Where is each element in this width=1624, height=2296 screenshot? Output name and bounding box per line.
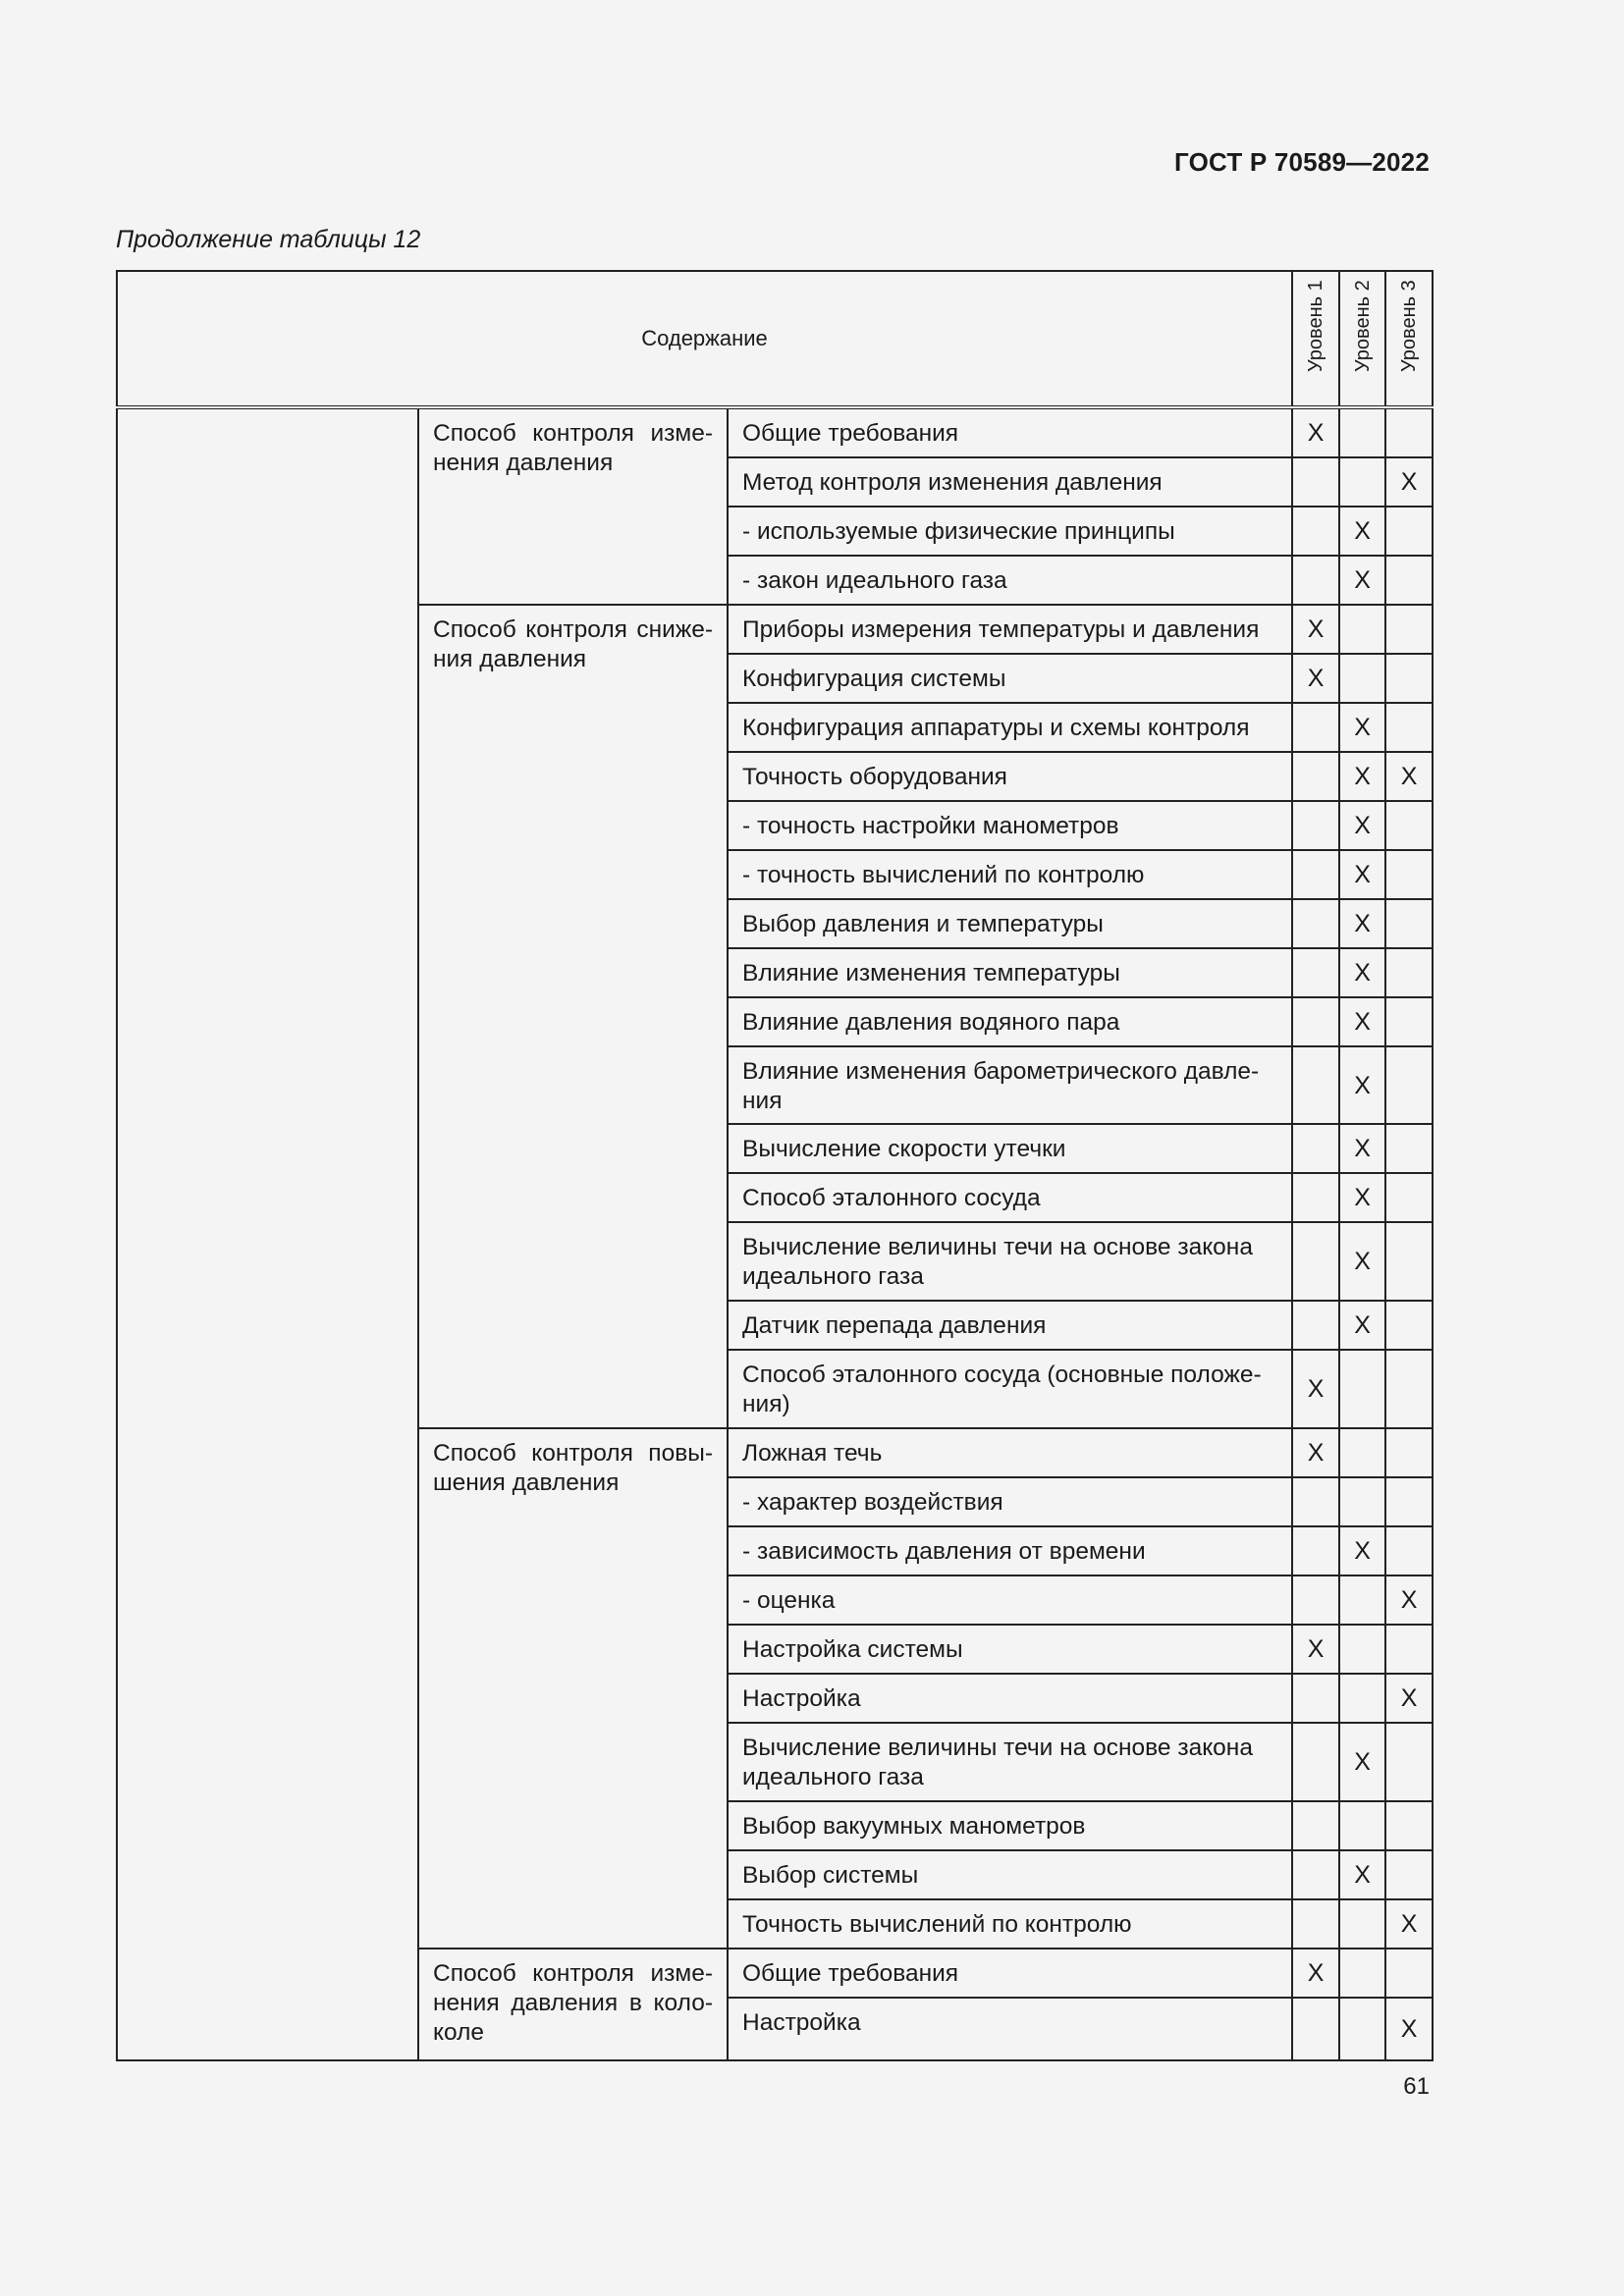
row-item-text: Приборы измерения температуры и давления [728, 605, 1292, 654]
level-3-mark [1385, 1723, 1433, 1801]
row-item-text: Метод контроля изменения давления [728, 457, 1292, 507]
row-item-text: Настройка [728, 1998, 1292, 2060]
row-item-text: - используемые физические принципы [728, 507, 1292, 556]
level-1-mark [1292, 850, 1339, 899]
table-header-row [117, 271, 1433, 407]
level-3-mark [1385, 1477, 1433, 1526]
level-3-mark [1385, 1801, 1433, 1850]
level-3-mark [1385, 1949, 1433, 1998]
row-item-text: - характер воздействия [728, 1477, 1292, 1526]
page-number: 61 [1403, 2073, 1430, 2100]
level-1-mark [1292, 899, 1339, 948]
level-1-mark [1292, 1301, 1339, 1350]
level-2-mark: X [1339, 948, 1385, 997]
level-2-mark: X [1339, 1850, 1385, 1899]
row-item-text: Общие требования [728, 1949, 1292, 1998]
level-3-mark [1385, 1124, 1433, 1173]
level-3-mark: X [1385, 1998, 1433, 2060]
level-2-mark [1339, 1575, 1385, 1625]
level-1-mark [1292, 1575, 1339, 1625]
level-3-mark [1385, 1850, 1433, 1899]
level-1-mark: X [1292, 1428, 1339, 1477]
level-2-mark: X [1339, 556, 1385, 605]
level-3-mark [1385, 899, 1433, 948]
row-item-text: Выбор вакуумных манометров [728, 1801, 1292, 1850]
row-item-text: Вычисление скорости утечки [728, 1124, 1292, 1173]
row-item-text: - зависимость давления от времени [728, 1526, 1292, 1575]
row-item-text: Общие требования [728, 407, 1292, 457]
level-1-mark [1292, 1124, 1339, 1173]
level-1-mark [1292, 1477, 1339, 1526]
level-2-mark [1339, 457, 1385, 507]
level-2-mark: X [1339, 1173, 1385, 1222]
level-2-mark [1339, 1625, 1385, 1674]
level-2-mark: X [1339, 1222, 1385, 1301]
level-1-mark: X [1292, 605, 1339, 654]
level-3-mark [1385, 507, 1433, 556]
level-2-mark [1339, 605, 1385, 654]
level-3-mark [1385, 654, 1433, 703]
level-2-mark: X [1339, 1046, 1385, 1124]
level-3-mark [1385, 997, 1433, 1046]
level-2-mark: X [1339, 801, 1385, 850]
level-2-mark: X [1339, 899, 1385, 948]
row-item-text: Точность вычислений по контролю [728, 1899, 1292, 1949]
level-1-mark: X [1292, 407, 1339, 457]
level-1-mark: X [1292, 1625, 1339, 1674]
level-1-mark [1292, 948, 1339, 997]
level-2-mark: X [1339, 850, 1385, 899]
row-item-text: Конфигурация системы [728, 654, 1292, 703]
level-3-mark [1385, 1350, 1433, 1428]
level-3-mark: X [1385, 752, 1433, 801]
row-item-text: Влияние изменения температуры [728, 948, 1292, 997]
level-3-mark [1385, 850, 1433, 899]
table-caption: Продолжение таблицы 12 [116, 226, 421, 253]
level-1-mark [1292, 801, 1339, 850]
level-1-mark [1292, 1526, 1339, 1575]
section-title: Способ контроля сниже-ния давления [418, 605, 728, 1428]
level-1-mark [1292, 1899, 1339, 1949]
row-item-text: - оценка [728, 1575, 1292, 1625]
level-1-mark [1292, 997, 1339, 1046]
header-level-2: Уровень 2 [1339, 271, 1385, 407]
level-2-mark: X [1339, 1124, 1385, 1173]
level-3-mark [1385, 1222, 1433, 1301]
level-3-mark [1385, 1625, 1433, 1674]
row-item-text: Способ эталонного сосуда [728, 1173, 1292, 1222]
level-3-mark: X [1385, 1899, 1433, 1949]
header-level-3: Уровень 3 [1385, 271, 1433, 407]
row-item-text: Вычисление величины течи на основе закона идеального газа [728, 1222, 1292, 1301]
level-1-mark [1292, 703, 1339, 752]
level-3-mark [1385, 556, 1433, 605]
header-content: Содержание [117, 271, 1292, 407]
row-item-text: Выбор давления и температуры [728, 899, 1292, 948]
row-item-text: Вычисление величины течи на основе закона идеального газа [728, 1723, 1292, 1801]
level-1-mark [1292, 1674, 1339, 1723]
row-item-text: Влияние давления водяного пара [728, 997, 1292, 1046]
level-2-mark: X [1339, 752, 1385, 801]
level-2-mark [1339, 1998, 1385, 2060]
level-3-mark [1385, 948, 1433, 997]
level-1-mark [1292, 457, 1339, 507]
level-2-mark [1339, 1477, 1385, 1526]
row-item-text: Конфигурация аппаратуры и схемы контроля [728, 703, 1292, 752]
level-1-mark: X [1292, 1350, 1339, 1428]
level-2-mark: X [1339, 507, 1385, 556]
level-1-mark: X [1292, 1949, 1339, 1998]
level-3-mark [1385, 1301, 1433, 1350]
level-2-mark [1339, 1428, 1385, 1477]
row-item-text: Датчик перепада давления [728, 1301, 1292, 1350]
level-1-mark [1292, 1850, 1339, 1899]
level-3-mark [1385, 703, 1433, 752]
row-item-text: Ложная течь [728, 1428, 1292, 1477]
level-2-mark [1339, 654, 1385, 703]
level-1-mark [1292, 752, 1339, 801]
header-level-1: Уровень 1 [1292, 271, 1339, 407]
level-2-mark: X [1339, 1723, 1385, 1801]
level-2-mark: X [1339, 703, 1385, 752]
level-1-mark [1292, 1046, 1339, 1124]
level-1-mark [1292, 1222, 1339, 1301]
row-item-text: - точность настройки манометров [728, 801, 1292, 850]
level-3-mark: X [1385, 1674, 1433, 1723]
level-1-mark [1292, 1998, 1339, 2060]
row-item-text: Выбор системы [728, 1850, 1292, 1899]
level-3-mark: X [1385, 1575, 1433, 1625]
level-3-mark [1385, 1173, 1433, 1222]
level-2-mark: X [1339, 997, 1385, 1046]
row-item-text: Влияние изменения барометрического давле-ния [728, 1046, 1292, 1124]
level-2-mark [1339, 1801, 1385, 1850]
row-item-text: - точность вычислений по контролю [728, 850, 1292, 899]
level-3-mark [1385, 1046, 1433, 1124]
level-3-mark [1385, 605, 1433, 654]
level-1-mark [1292, 507, 1339, 556]
section-title: Способ контроля изме-нения давления в коло-коле [418, 1949, 728, 2060]
level-2-mark [1339, 407, 1385, 457]
level-1-mark [1292, 1173, 1339, 1222]
level-3-mark: X [1385, 457, 1433, 507]
level-2-mark: X [1339, 1301, 1385, 1350]
row-item-text: Способ эталонного сосуда (основные положе-ния) [728, 1350, 1292, 1428]
row-item-text: - закон идеального газа [728, 556, 1292, 605]
level-1-mark: X [1292, 654, 1339, 703]
row-item-text: Настройка системы [728, 1625, 1292, 1674]
level-1-mark [1292, 1723, 1339, 1801]
level-3-mark [1385, 1526, 1433, 1575]
empty-topic-cell [117, 407, 418, 2060]
level-2-mark: X [1339, 1526, 1385, 1575]
level-3-mark [1385, 1428, 1433, 1477]
table-row [117, 407, 1433, 457]
row-item-text: Точность оборудования [728, 752, 1292, 801]
level-2-mark [1339, 1899, 1385, 1949]
level-2-mark [1339, 1949, 1385, 1998]
row-item-text: Настройка [728, 1674, 1292, 1723]
level-3-mark [1385, 801, 1433, 850]
content-table [116, 270, 1434, 2061]
level-1-mark [1292, 1801, 1339, 1850]
section-title: Способ контроля изме-нения давления [418, 407, 728, 605]
level-3-mark [1385, 407, 1433, 457]
level-1-mark [1292, 556, 1339, 605]
section-title: Способ контроля повы-шения давления [418, 1428, 728, 1949]
document-code: ГОСТ Р 70589—2022 [1174, 147, 1430, 177]
level-2-mark [1339, 1350, 1385, 1428]
level-2-mark [1339, 1674, 1385, 1723]
